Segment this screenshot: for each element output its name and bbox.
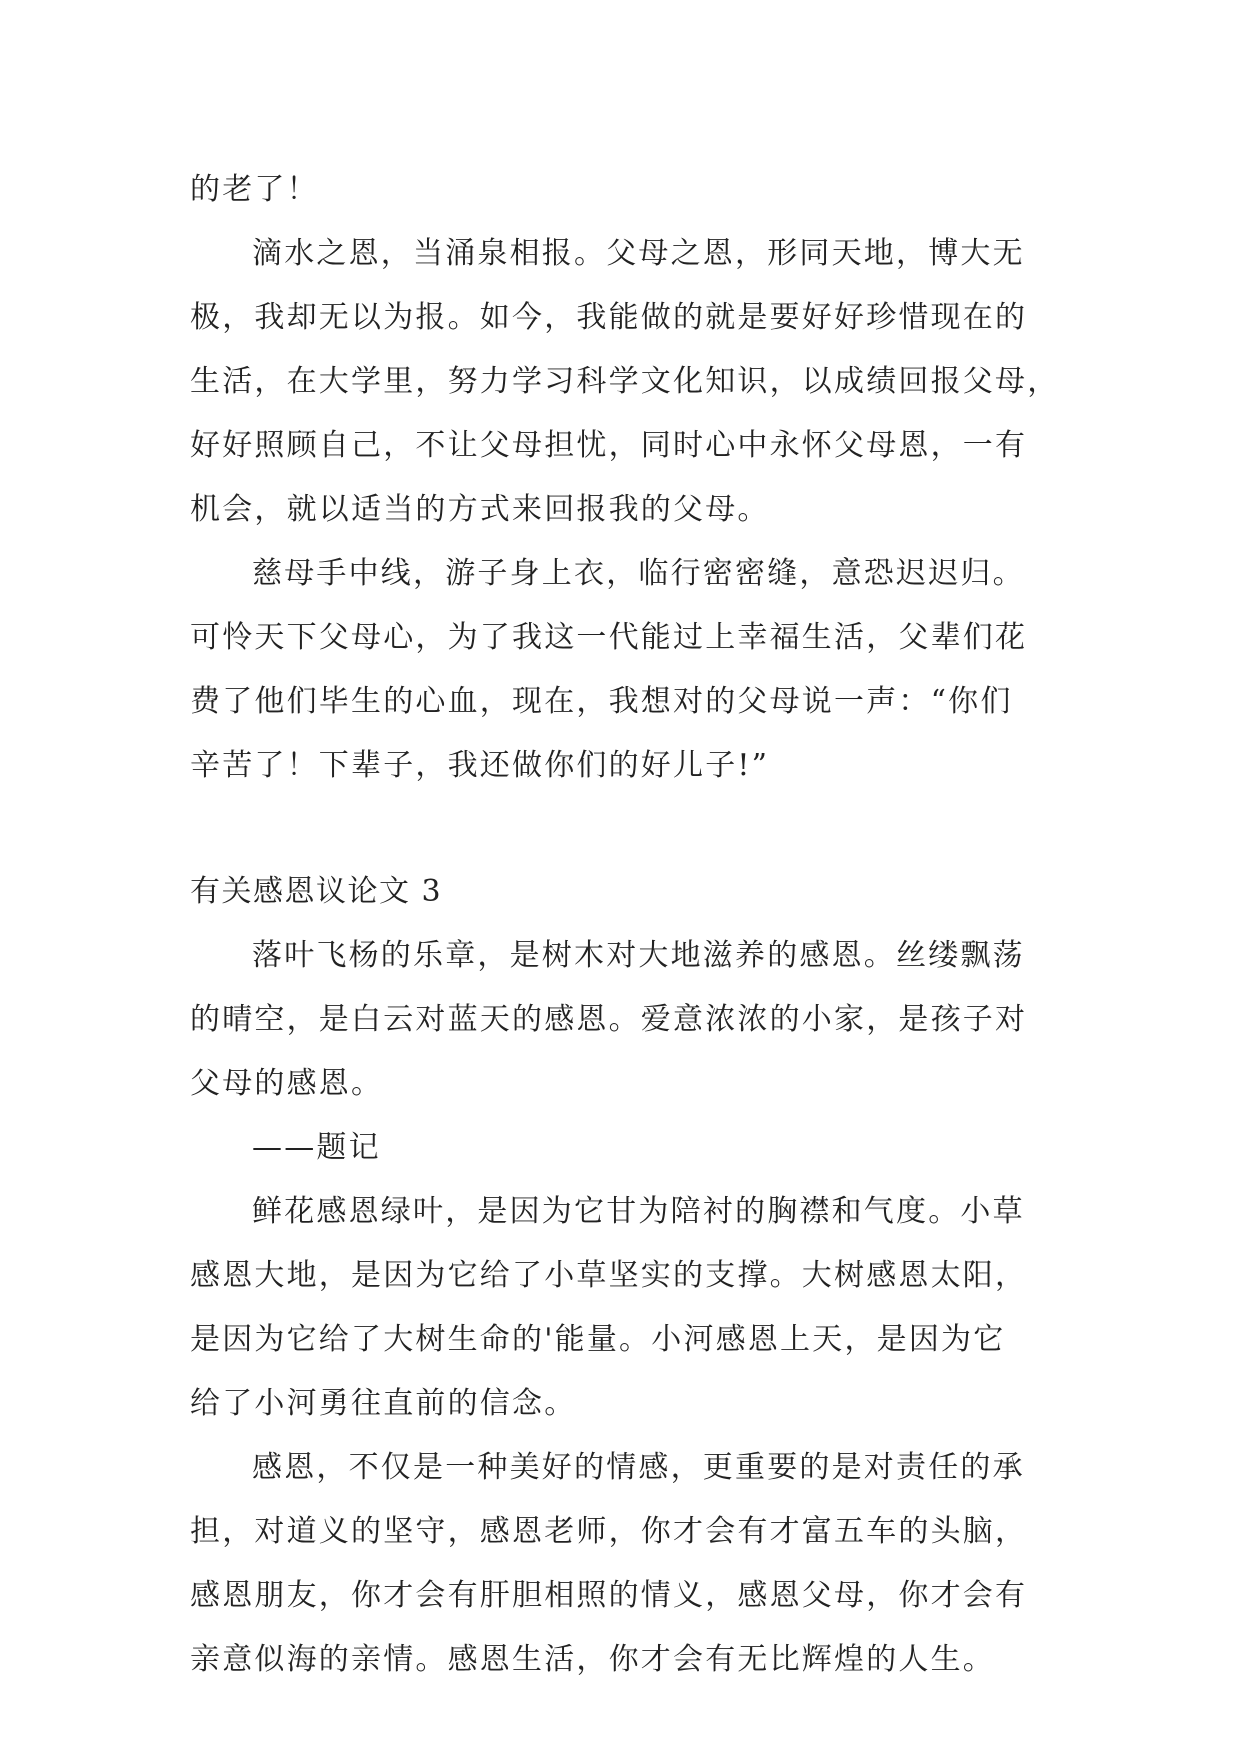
paragraph-line: 生活，在大学里，努力学习科学文化知识，以成绩回报父母， — [190, 364, 1060, 399]
paragraph-line: 父母的感恩。 — [190, 1066, 384, 1101]
paragraph-line: 机会，就以适当的方式来回报我的父母。 — [190, 492, 770, 527]
paragraph-line: 落叶飞杨的乐章，是树木对大地滋养的感恩。丝缕飘荡 — [252, 938, 1025, 973]
paragraph-line: 是因为它给了大树生命的'能量。小河感恩上天，是因为它 — [190, 1322, 1006, 1357]
epigraph-attribution: ——题记 — [252, 1130, 381, 1165]
paragraph-line: 感恩大地，是因为它给了小草坚实的支撑。大树感恩太阳， — [190, 1258, 1028, 1293]
paragraph-line: 的晴空，是白云对蓝天的感恩。爱意浓浓的小家，是孩子对 — [190, 1002, 1028, 1037]
paragraph-line: 慈母手中线，游子身上衣，临行密密缝，意恐迟迟归。 — [252, 556, 1025, 591]
paragraph-line: 的老了！ — [190, 172, 319, 207]
paragraph-line: 辛苦了！下辈子，我还做你们的好儿子!” — [190, 748, 770, 783]
paragraph-line: 亲意似海的亲情。感恩生活，你才会有无比辉煌的人生。 — [190, 1642, 995, 1677]
paragraph-line: 好好照顾自己，不让父母担忧，同时心中永怀父母恩，一有 — [190, 428, 1028, 463]
paragraph-line: 给了小河勇往直前的信念。 — [190, 1386, 577, 1421]
section-gap — [190, 798, 1050, 860]
paragraph-line: 鲜花感恩绿叶，是因为它甘为陪衬的胸襟和气度。小草 — [252, 1194, 1025, 1229]
paragraph-line: 可怜天下父母心，为了我这一代能过上幸福生活，父辈们花 — [190, 620, 1028, 655]
paragraph-line: 感恩，不仅是一种美好的情感，更重要的是对责任的承 — [252, 1450, 1025, 1485]
paragraph-line: 担，对道义的坚守，感恩老师，你才会有才富五车的头脑， — [190, 1514, 1028, 1549]
section-title: 有关感恩议论文 3 — [190, 874, 443, 909]
document-body — [190, 158, 1060, 1692]
paragraph-line: 费了他们毕生的心血，现在，我想对的父母说一声：“你们 — [190, 684, 1013, 719]
paragraph-line: 感恩朋友，你才会有肝胆相照的情义，感恩父母，你才会有 — [190, 1578, 1028, 1613]
paragraph-line: 滴水之恩，当涌泉相报。父母之恩，形同天地，博大无 — [252, 236, 1025, 271]
paragraph-line: 极，我却无以为报。如今，我能做的就是要好好珍惜现在的 — [190, 300, 1028, 335]
